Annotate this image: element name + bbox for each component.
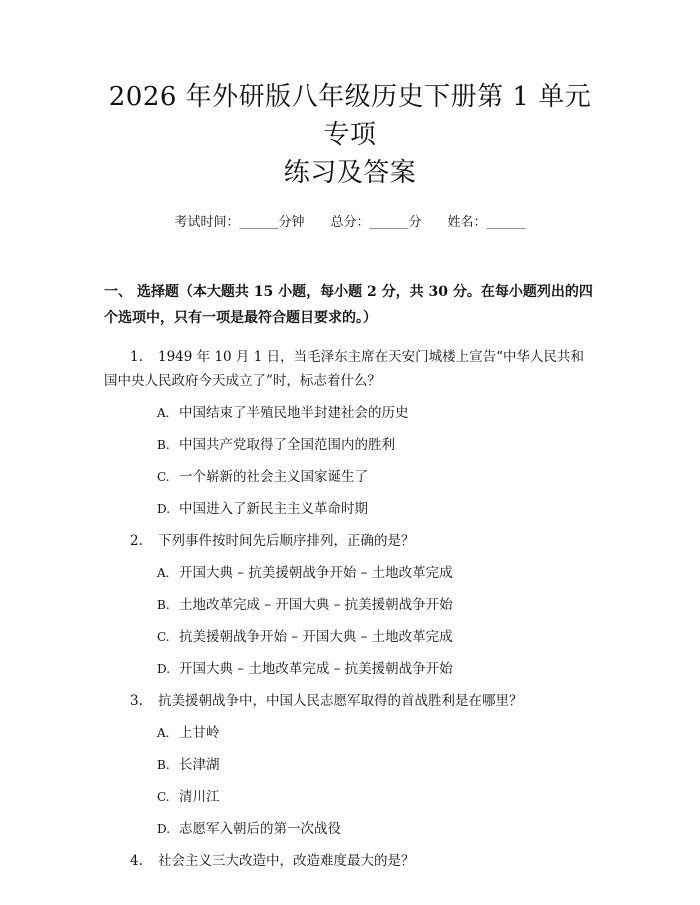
option-text: 志愿军入朝后的第一次战役 bbox=[179, 821, 341, 837]
total-score-label: 总分：______分 bbox=[330, 215, 422, 230]
option-letter: D. bbox=[157, 822, 171, 836]
option-text: 上甘岭 bbox=[179, 725, 220, 741]
option-letter: B. bbox=[157, 758, 170, 772]
option-letter: C. bbox=[157, 630, 170, 644]
question-number: 1. bbox=[130, 349, 143, 365]
option-text: 清川江 bbox=[179, 789, 220, 805]
question-3 bbox=[104, 689, 596, 713]
question-2-options bbox=[157, 561, 596, 681]
option-d bbox=[157, 817, 596, 841]
option-d bbox=[157, 497, 596, 521]
option-letter: C. bbox=[157, 790, 170, 804]
option-letter: B. bbox=[157, 598, 170, 612]
option-letter: A. bbox=[157, 726, 170, 740]
option-c bbox=[157, 785, 596, 809]
option-text: 中国共产党取得了全国范围内的胜利 bbox=[179, 437, 395, 453]
option-letter: A. bbox=[157, 566, 170, 580]
option-d bbox=[157, 657, 596, 681]
question-number: 2. bbox=[130, 533, 143, 549]
question-number: 4. bbox=[130, 853, 143, 869]
option-a bbox=[157, 401, 596, 425]
question-text: 抗美援朝战争中，中国人民志愿军取得的首战胜利是在哪里？ bbox=[158, 693, 523, 709]
question-text: 社会主义三大改造中，改造难度最大的是？ bbox=[158, 853, 415, 869]
option-c bbox=[157, 625, 596, 649]
title-line-2: 练习及答案 bbox=[283, 158, 417, 188]
question-2 bbox=[104, 529, 596, 553]
option-text: 中国进入了新民主主义革命时期 bbox=[179, 501, 368, 517]
option-b bbox=[157, 593, 596, 617]
option-a bbox=[157, 561, 596, 585]
question-4 bbox=[104, 849, 596, 873]
question-text: 下列事件按时间先后顺序排列，正确的是？ bbox=[158, 533, 415, 549]
option-c bbox=[157, 465, 596, 489]
option-text: 土地改革完成 – 开国大典 – 抗美援朝战争开始 bbox=[179, 597, 453, 613]
option-letter: D. bbox=[157, 662, 171, 676]
page-title bbox=[104, 78, 596, 192]
option-b bbox=[157, 433, 596, 457]
exam-meta bbox=[104, 214, 596, 232]
option-text: 长津湖 bbox=[179, 757, 220, 773]
question-number: 3. bbox=[130, 693, 143, 709]
question-3-options bbox=[157, 721, 596, 841]
question-1 bbox=[104, 345, 596, 393]
option-letter: C. bbox=[157, 470, 170, 484]
question-1-options bbox=[157, 401, 596, 521]
exam-time-label: 考试时间：______分钟 bbox=[174, 215, 305, 230]
section-heading: 一、 选择题（本大题共 15 小题，每小题 2 分，共 30 分。在每小题列出的四个选项中，只有一项是最符合题目要求的。） bbox=[104, 284, 593, 326]
option-text: 抗美援朝战争开始 – 开国大典 – 土地改革完成 bbox=[179, 629, 453, 645]
option-text: 中国结束了半殖民地半封建社会的历史 bbox=[179, 405, 409, 421]
option-text: 一个崭新的社会主义国家诞生了 bbox=[179, 469, 368, 485]
option-letter: D. bbox=[157, 502, 171, 516]
student-name-label: 姓名：______ bbox=[447, 215, 526, 230]
option-text: 开国大典 – 土地改革完成 – 抗美援朝战争开始 bbox=[179, 661, 453, 677]
option-b bbox=[157, 753, 596, 777]
option-letter: A. bbox=[157, 406, 170, 420]
option-text: 开国大典 – 抗美援朝战争开始 – 土地改革完成 bbox=[179, 565, 453, 581]
option-a bbox=[157, 721, 596, 745]
title-line-1: 2026 年外研版八年级历史下册第 1 单元专项 bbox=[108, 82, 592, 150]
question-text: 1949 年 10 月 1 日，当毛泽东主席在天安门城楼上宣告“中华人民共和国中央人民政府今天成立了”时，标志着什么？ bbox=[104, 349, 584, 389]
option-letter: B. bbox=[157, 438, 170, 452]
